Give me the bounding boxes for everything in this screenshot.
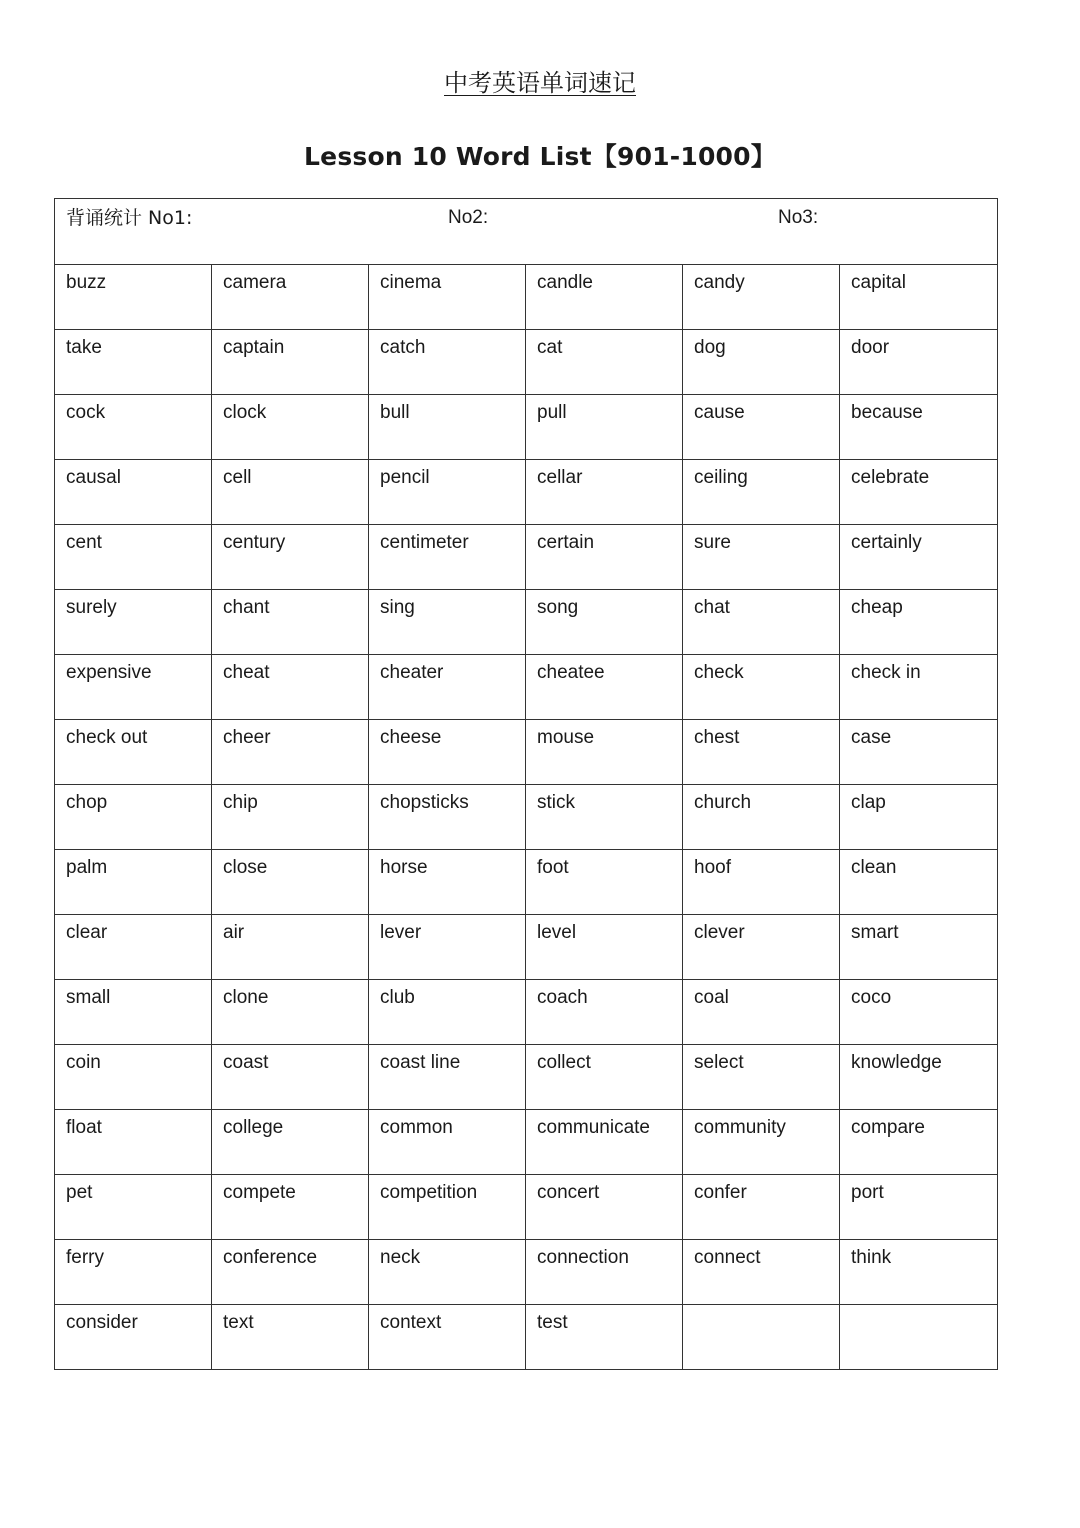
word-row — [55, 395, 998, 460]
document-title — [0, 66, 1080, 100]
word-cell: clean — [840, 850, 998, 915]
word-cell: cheer — [212, 720, 369, 785]
recitation-stats-cell — [55, 199, 998, 265]
word-cell: cheater — [369, 655, 526, 720]
word-cell: centimeter — [369, 525, 526, 590]
stat-no3-label: No3: — [778, 207, 819, 228]
word-cell: think — [840, 1240, 998, 1305]
word-cell: pencil — [369, 460, 526, 525]
word-cell: text — [212, 1305, 369, 1370]
word-cell — [840, 1305, 998, 1370]
word-cell: float — [55, 1110, 212, 1175]
word-row — [55, 330, 998, 395]
word-cell: song — [526, 590, 683, 655]
word-row — [55, 1175, 998, 1240]
word-cell: ferry — [55, 1240, 212, 1305]
word-cell: conference — [212, 1240, 369, 1305]
word-cell: candy — [683, 265, 840, 330]
word-cell: cheap — [840, 590, 998, 655]
word-cell: clock — [212, 395, 369, 460]
word-cell: horse — [369, 850, 526, 915]
word-cell: college — [212, 1110, 369, 1175]
word-cell: close — [212, 850, 369, 915]
word-cell: competition — [369, 1175, 526, 1240]
word-cell: common — [369, 1110, 526, 1175]
word-row — [55, 1110, 998, 1175]
word-row — [55, 1305, 998, 1370]
word-cell: cell — [212, 460, 369, 525]
word-cell: coast line — [369, 1045, 526, 1110]
word-cell: palm — [55, 850, 212, 915]
word-cell: case — [840, 720, 998, 785]
word-cell: celebrate — [840, 460, 998, 525]
word-cell: neck — [369, 1240, 526, 1305]
word-cell: small — [55, 980, 212, 1045]
word-cell: knowledge — [840, 1045, 998, 1110]
word-row — [55, 915, 998, 980]
word-cell: bull — [369, 395, 526, 460]
word-cell: chip — [212, 785, 369, 850]
word-cell: chop — [55, 785, 212, 850]
word-cell: clap — [840, 785, 998, 850]
word-cell: capital — [840, 265, 998, 330]
word-cell: smart — [840, 915, 998, 980]
word-cell: cheatee — [526, 655, 683, 720]
lesson-subtitle: Lesson 10 Word List【901-1000】 — [304, 142, 776, 171]
word-cell: pet — [55, 1175, 212, 1240]
word-cell: coal — [683, 980, 840, 1045]
word-cell: clone — [212, 980, 369, 1045]
word-cell: confer — [683, 1175, 840, 1240]
word-cell: select — [683, 1045, 840, 1110]
word-cell: cause — [683, 395, 840, 460]
stat-no2-label: No2: — [448, 207, 489, 228]
word-cell: concert — [526, 1175, 683, 1240]
word-cell: compare — [840, 1110, 998, 1175]
word-cell: certainly — [840, 525, 998, 590]
word-cell: stick — [526, 785, 683, 850]
word-cell: check out — [55, 720, 212, 785]
word-cell: century — [212, 525, 369, 590]
word-cell: club — [369, 980, 526, 1045]
word-cell: sing — [369, 590, 526, 655]
word-cell: causal — [55, 460, 212, 525]
word-cell: mouse — [526, 720, 683, 785]
word-cell: connect — [683, 1240, 840, 1305]
word-cell: take — [55, 330, 212, 395]
word-cell: pull — [526, 395, 683, 460]
word-cell: certain — [526, 525, 683, 590]
word-cell: collect — [526, 1045, 683, 1110]
word-cell: door — [840, 330, 998, 395]
word-cell: level — [526, 915, 683, 980]
word-row — [55, 525, 998, 590]
word-row — [55, 720, 998, 785]
word-cell — [683, 1305, 840, 1370]
word-row — [55, 590, 998, 655]
word-cell: catch — [369, 330, 526, 395]
word-row — [55, 850, 998, 915]
word-cell: coast — [212, 1045, 369, 1110]
word-cell: compete — [212, 1175, 369, 1240]
word-cell: candle — [526, 265, 683, 330]
word-cell: lever — [369, 915, 526, 980]
word-cell: coach — [526, 980, 683, 1045]
word-cell: consider — [55, 1305, 212, 1370]
word-cell: surely — [55, 590, 212, 655]
word-cell: chopsticks — [369, 785, 526, 850]
word-cell: cock — [55, 395, 212, 460]
word-cell: cat — [526, 330, 683, 395]
word-cell: check — [683, 655, 840, 720]
word-cell: context — [369, 1305, 526, 1370]
word-list-table — [54, 198, 998, 1370]
word-cell: coin — [55, 1045, 212, 1110]
word-cell: chant — [212, 590, 369, 655]
word-cell: camera — [212, 265, 369, 330]
word-cell: test — [526, 1305, 683, 1370]
word-cell: ceiling — [683, 460, 840, 525]
word-cell: community — [683, 1110, 840, 1175]
word-row — [55, 980, 998, 1045]
word-cell: clear — [55, 915, 212, 980]
word-cell: cheese — [369, 720, 526, 785]
word-cell: foot — [526, 850, 683, 915]
word-cell: air — [212, 915, 369, 980]
word-cell: clever — [683, 915, 840, 980]
stat-no1-label: 背诵统计 No1: — [66, 207, 193, 229]
document-title-text: 中考英语单词速记 — [444, 69, 636, 97]
word-cell: because — [840, 395, 998, 460]
word-row — [55, 1045, 998, 1110]
word-cell: sure — [683, 525, 840, 590]
word-cell: communicate — [526, 1110, 683, 1175]
word-cell: chest — [683, 720, 840, 785]
word-cell: chat — [683, 590, 840, 655]
word-cell: captain — [212, 330, 369, 395]
word-row — [55, 655, 998, 720]
word-cell: dog — [683, 330, 840, 395]
word-row — [55, 1240, 998, 1305]
word-cell: check in — [840, 655, 998, 720]
word-cell: connection — [526, 1240, 683, 1305]
word-cell: port — [840, 1175, 998, 1240]
word-cell: cellar — [526, 460, 683, 525]
word-list-body — [55, 199, 998, 1370]
word-cell: church — [683, 785, 840, 850]
word-cell: expensive — [55, 655, 212, 720]
word-row — [55, 265, 998, 330]
recitation-stats-row — [55, 199, 998, 265]
word-cell: cinema — [369, 265, 526, 330]
word-cell: hoof — [683, 850, 840, 915]
word-cell: buzz — [55, 265, 212, 330]
word-row — [55, 460, 998, 525]
word-cell: cheat — [212, 655, 369, 720]
word-cell: coco — [840, 980, 998, 1045]
word-row — [55, 785, 998, 850]
word-cell: cent — [55, 525, 212, 590]
